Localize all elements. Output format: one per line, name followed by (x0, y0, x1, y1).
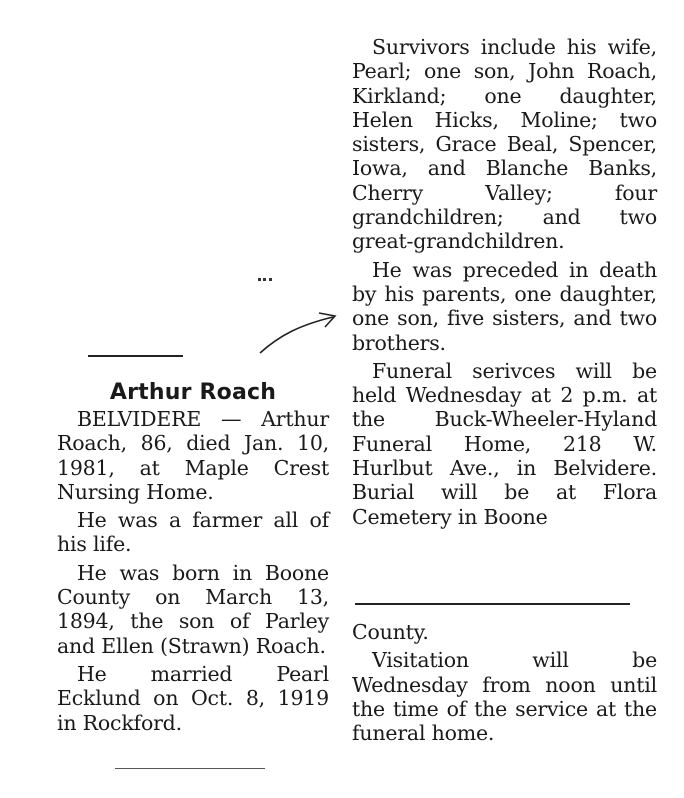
paragraph-survivors: Survivors include his wife, Pearl; one son, John Roach, Kirkland; one daughter, Helen Hicks, Moline; two sisters, Grace Beal, Spencer, Iowa, and Blanche Banks, Cherry Valley; four grandchildren; and two great-grandchildren. (352, 35, 657, 254)
paragraph-marriage: He married Pearl Ecklund on Oct. 8, 1919 in Rockford. (57, 661, 329, 735)
paragraph-death: BELVIDERE — Arthur Roach, 86, died Jan. 10, 1981, at Maple Crest Nursing Home. (57, 407, 329, 504)
bottom-rule-left (115, 768, 265, 769)
paragraph-funeral: Funeral serivces will be held Wednesday at 2 p.m. at the Buck-Wheeler-Hyland Funeral Home, 218 W. Hurlbut Ave., in Belvidere. Burial will be at Flora Cemetery in Boone (352, 358, 657, 529)
paragraph-occupation: He was a farmer all of his life. (57, 508, 329, 557)
right-column (352, 35, 657, 529)
left-column (57, 380, 329, 735)
right-column-continued (352, 620, 657, 745)
paragraph-burial-cont: County. (352, 620, 429, 644)
paragraph-birth: He was born in Boone County on March 13, 1894, the son of Parley and Ellen (Strawn) Roach. (57, 560, 329, 658)
paragraph-visitation: Visitation will be Wednesday from noon until the time of the service at the funeral home. (352, 648, 657, 746)
ellipsis-mark (258, 278, 272, 285)
obituary-headline: Arthur Roach (109, 380, 277, 405)
column-break-rule (355, 603, 630, 605)
paragraph-preceded: He was preceded in death by his parents, one daughter, one son, five sisters, and two brothers. (352, 257, 657, 355)
top-rule (88, 355, 183, 357)
arrow-mark (255, 305, 345, 360)
